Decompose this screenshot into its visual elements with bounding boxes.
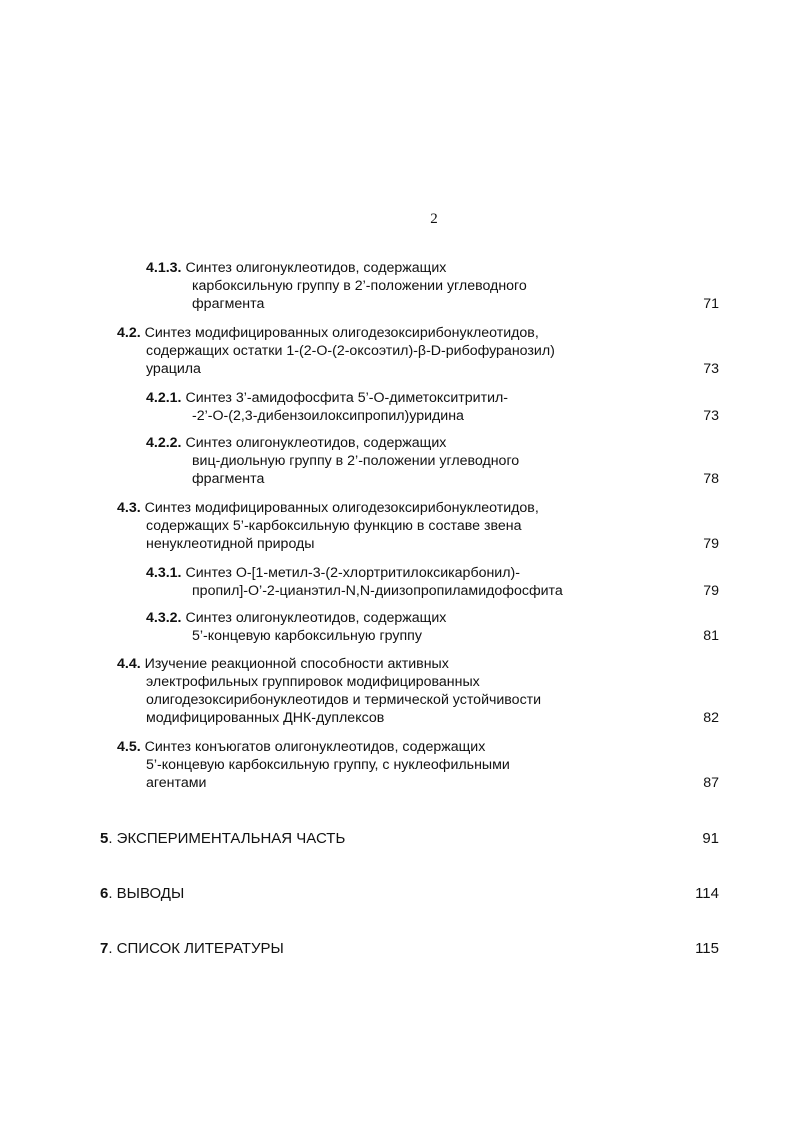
toc-entry-line: олигодезоксирибонуклеотидов и термической устойчивости (146, 692, 542, 708)
toc-entry-line: Синтез олигонуклеотидов, содержащих (185, 260, 447, 276)
toc-chapter-title: . ЭКСПЕРИМЕНТАЛЬНАЯ ЧАСТЬ (108, 830, 346, 847)
toc-entry-line: агентами (146, 775, 207, 791)
toc-entry-line: Изучение реакционной способности активных (144, 656, 449, 672)
toc-entry-number: 4.3. (117, 500, 141, 516)
toc-entry-line: фрагмента (192, 471, 265, 487)
toc-entry-page: 73 (703, 408, 719, 424)
toc-entry-page: 87 (703, 775, 719, 791)
toc-entry-line: 5’-концевую карбоксильную группу (192, 628, 422, 644)
toc-entry-line: виц-диольную группу в 2’-положении углеводного (192, 453, 520, 469)
toc-entry-line: Синтез модифицированных олигодезоксирибонуклеотидов, (144, 325, 539, 341)
toc-entry-line: Синтез 3’-амидофосфита 5’-O-диметокситритил- (185, 390, 509, 406)
toc-entry-page: 71 (703, 296, 719, 312)
toc-entry-line: модифицированных ДНК-дуплексов (146, 710, 385, 726)
toc-entry-number: 4.3.2. (146, 610, 182, 626)
toc-entry-page: 78 (703, 471, 719, 487)
toc-entry-line: содержащих 5’-карбоксильную функцию в составе звена (146, 518, 522, 534)
toc-chapter-page: 115 (695, 940, 719, 957)
toc-entry-line: ненуклеотидной природы (146, 536, 315, 552)
toc-entry-line: электрофильных группировок модифицированных (146, 674, 480, 690)
toc-chapter-page: 91 (702, 830, 719, 847)
toc-entry-number: 4.2.1. (146, 390, 182, 406)
toc-entry-4-5 (117, 738, 719, 792)
toc-chapter-7 (100, 940, 719, 958)
toc-entry-page: 73 (703, 361, 719, 377)
toc-entry-line: -2’-O-(2,3-дибензоилоксипропил)уридина (192, 408, 464, 424)
toc-chapter-title: . СПИСОК ЛИТЕРАТУРЫ (108, 940, 284, 957)
toc-chapter-6 (100, 885, 719, 903)
toc-entry-line: карбоксильную группу в 2’-положении углеводного (192, 278, 527, 294)
toc-entry-number: 4.3.1. (146, 565, 182, 581)
toc-entry-line: урацила (146, 361, 201, 377)
toc-entry-4-4 (117, 655, 719, 727)
toc-chapter-number: 7 (100, 940, 109, 957)
page-number: 2 (430, 211, 438, 227)
toc-entry-number: 4.1.3. (146, 260, 182, 276)
toc-entry-line: Синтез олигонуклеотидов, содержащих (185, 435, 447, 451)
toc-chapter-title: . ВЫВОДЫ (108, 885, 185, 902)
toc-entry-line: 5’-концевую карбоксильную группу, с нуклеофильными (146, 757, 510, 773)
toc-entry-line: Синтез конъюгатов олигонуклеотидов, содержащих (144, 739, 486, 755)
toc-entry-page: 79 (703, 536, 719, 552)
toc-entry-4-1-3 (146, 259, 719, 313)
toc-entry-page: 81 (703, 628, 719, 644)
toc-entry-4-2-1 (146, 389, 719, 425)
toc-entry-4-3-1 (146, 564, 719, 600)
toc-entry-line: содержащих остатки 1-(2-O-(2-оксоэтил)-β-D-рибофуранозил) (146, 343, 555, 359)
toc-entry-4-3-2 (146, 609, 719, 645)
toc-entry-page: 79 (703, 583, 719, 599)
toc-entry-page: 82 (703, 710, 719, 726)
toc-entry-line: Синтез модифицированных олигодезоксирибонуклеотидов, (144, 500, 539, 516)
toc-chapter-5 (100, 830, 719, 848)
toc-chapter-page: 114 (695, 885, 719, 902)
toc-entry-number: 4.5. (117, 739, 141, 755)
toc-chapter-number: 5 (100, 830, 109, 847)
toc-entry-number: 4.4. (117, 656, 141, 672)
toc-entry-line: фрагмента (192, 296, 265, 312)
toc-entry-line: пропил]-O’-2-цианэтил-N,N-диизопропиламидофосфита (192, 583, 563, 599)
toc-entry-4-3 (117, 499, 719, 553)
toc-entry-number: 4.2. (117, 325, 141, 341)
toc-chapter-number: 6 (100, 885, 109, 902)
toc-entry-line: Синтез олигонуклеотидов, содержащих (185, 610, 447, 626)
toc-entry-number: 4.2.2. (146, 435, 182, 451)
toc-entry-4-2 (117, 324, 719, 378)
toc-entry-4-2-2 (146, 434, 719, 488)
toc-entry-line: Синтез O-[1-метил-3-(2-хлортритилоксикарбонил)- (185, 565, 520, 581)
